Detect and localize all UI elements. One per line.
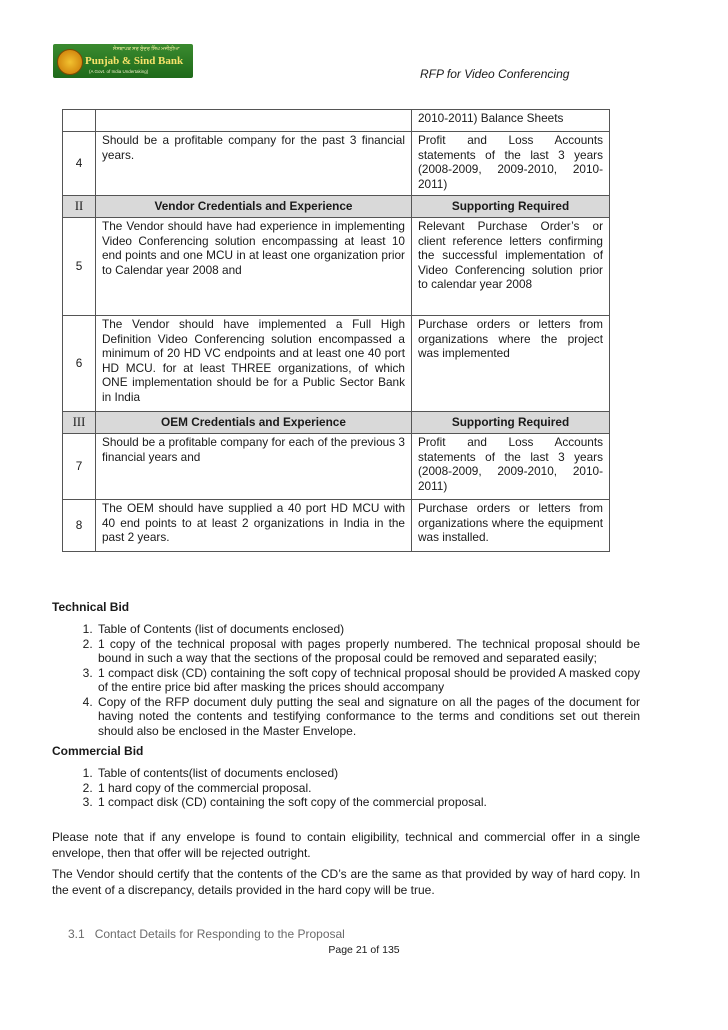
section-number: III [63, 412, 96, 434]
row-support: Profit and Loss Accounts statements of the last 3 years (2008-2009, 2009-2010, 2010-2011) [412, 434, 610, 500]
technical-bid-heading: Technical Bid [52, 600, 130, 614]
document-header-title: RFP for Video Conferencing [420, 67, 570, 81]
commercial-bid-heading: Commercial Bid [52, 744, 144, 758]
list-item: 1. Table of contents(list of documents enclosed) [96, 766, 640, 781]
list-item: 3. 1 compact disk (CD) containing the soft copy of technical proposal should be provided A masked copy of the entire price bid after masking the prices should accompany [96, 666, 640, 695]
row-description: The OEM should have supplied a 40 port HD MCU with 40 end points to at least 2 organizations in India in the past 2 years. [96, 500, 412, 552]
section-title: Contact Details for Responding to the Proposal [94, 927, 345, 941]
row-support: Purchase orders or letters from organizations where the equipment was installed. [412, 500, 610, 552]
table-row [63, 434, 610, 500]
commercial-bid-list [52, 766, 640, 810]
row-support: Profit and Loss Accounts statements of the last 3 years (2008-2009, 2009-2010, 2010-2011) [412, 132, 610, 196]
row-description: Should be a profitable company for the past 3 financial years. [96, 132, 412, 196]
section-header-row [63, 196, 610, 218]
list-item: 2. 1 hard copy of the commercial proposal. [96, 781, 640, 796]
row-number [63, 110, 96, 132]
section-number: II [63, 196, 96, 218]
bank-emblem-icon [57, 49, 83, 75]
table-row [63, 110, 610, 132]
table-row [63, 316, 610, 412]
logo-tagline-top: ਸੰਸਥਾਪਕ ਸਰ ਸੁੰਦਰ ਸਿੰਘ ਮਜੀਠੀਆ [113, 46, 180, 52]
list-item: 3. 1 compact disk (CD) containing the soft copy of the commercial proposal. [96, 795, 640, 810]
row-description: The Vendor should have implemented a Full High Definition Video Conferencing solution encompassed a minimum of 20 HD VC endpoints and at least one 40 port HD MCU. for at least THREE organizations, of which ONE implementation should be for a Public Sector Bank in India [96, 316, 412, 412]
list-item: 4. Copy of the RFP document duly putting the seal and signature on all the pages of the document for having noted the contents and testifying conformance to the terms and conditions set out therein should also be enclosed in the Master Envelope. [96, 695, 640, 739]
list-item: 2. 1 copy of the technical proposal with pages properly numbered. The technical proposal should be bound in such a way that the sections of the proposal could be removed and separated easily; [96, 637, 640, 666]
technical-bid-list [52, 622, 640, 738]
row-number: 4 [63, 132, 96, 196]
page-label: Page [328, 944, 353, 956]
row-support: Relevant Purchase Order’s or client reference letters confirming the successful implementation of Video Conferencing solution prior to calendar year 2008 [412, 218, 610, 316]
page-separator: of [370, 944, 380, 956]
cd-certification-paragraph: The Vendor should certify that the contents of the CD’s are the same as that provided by way of hard copy. In the event of a discrepancy, details provided in the hard copy will be true. [52, 867, 640, 897]
table-row [63, 218, 610, 316]
table-row [63, 500, 610, 552]
logo-bank-name: Punjab & Sind Bank [85, 55, 184, 67]
row-description [96, 110, 412, 132]
section-header-row [63, 412, 610, 434]
row-support: 2010-2011) Balance Sheets [412, 110, 610, 132]
section-support-header: Supporting Required [412, 412, 610, 434]
bank-logo [53, 44, 193, 78]
list-item: 1. Table of Contents (list of documents enclosed) [96, 622, 640, 637]
section-support-header: Supporting Required [412, 196, 610, 218]
total-pages: 135 [382, 944, 400, 956]
row-description: Should be a profitable company for each of the previous 3 financial years and [96, 434, 412, 500]
logo-tagline: (A Govt. of India Undertaking) [89, 69, 149, 74]
current-page: 21 [355, 944, 368, 956]
row-description: The Vendor should have had experience in implementing Video Conferencing solution encompassing at least 10 end points and one MCU in at least one organization prior to Calendar year 2008 and [96, 218, 412, 316]
page-number-footer [0, 944, 728, 956]
row-number: 6 [63, 316, 96, 412]
row-number: 5 [63, 218, 96, 316]
section-title: Vendor Credentials and Experience [96, 196, 412, 218]
section-title: OEM Credentials and Experience [96, 412, 412, 434]
requirements-table [62, 109, 610, 552]
row-number: 7 [63, 434, 96, 500]
table-row [63, 132, 610, 196]
next-section-heading [68, 927, 345, 941]
row-support: Purchase orders or letters from organizations where the project was implemented [412, 316, 610, 412]
row-number: 8 [63, 500, 96, 552]
section-number: 3.1 [68, 927, 85, 941]
envelope-note-paragraph: Please note that if any envelope is found to contain eligibility, technical and commercial offer in a single envelope, then that offer will be rejected outright. [52, 830, 640, 860]
